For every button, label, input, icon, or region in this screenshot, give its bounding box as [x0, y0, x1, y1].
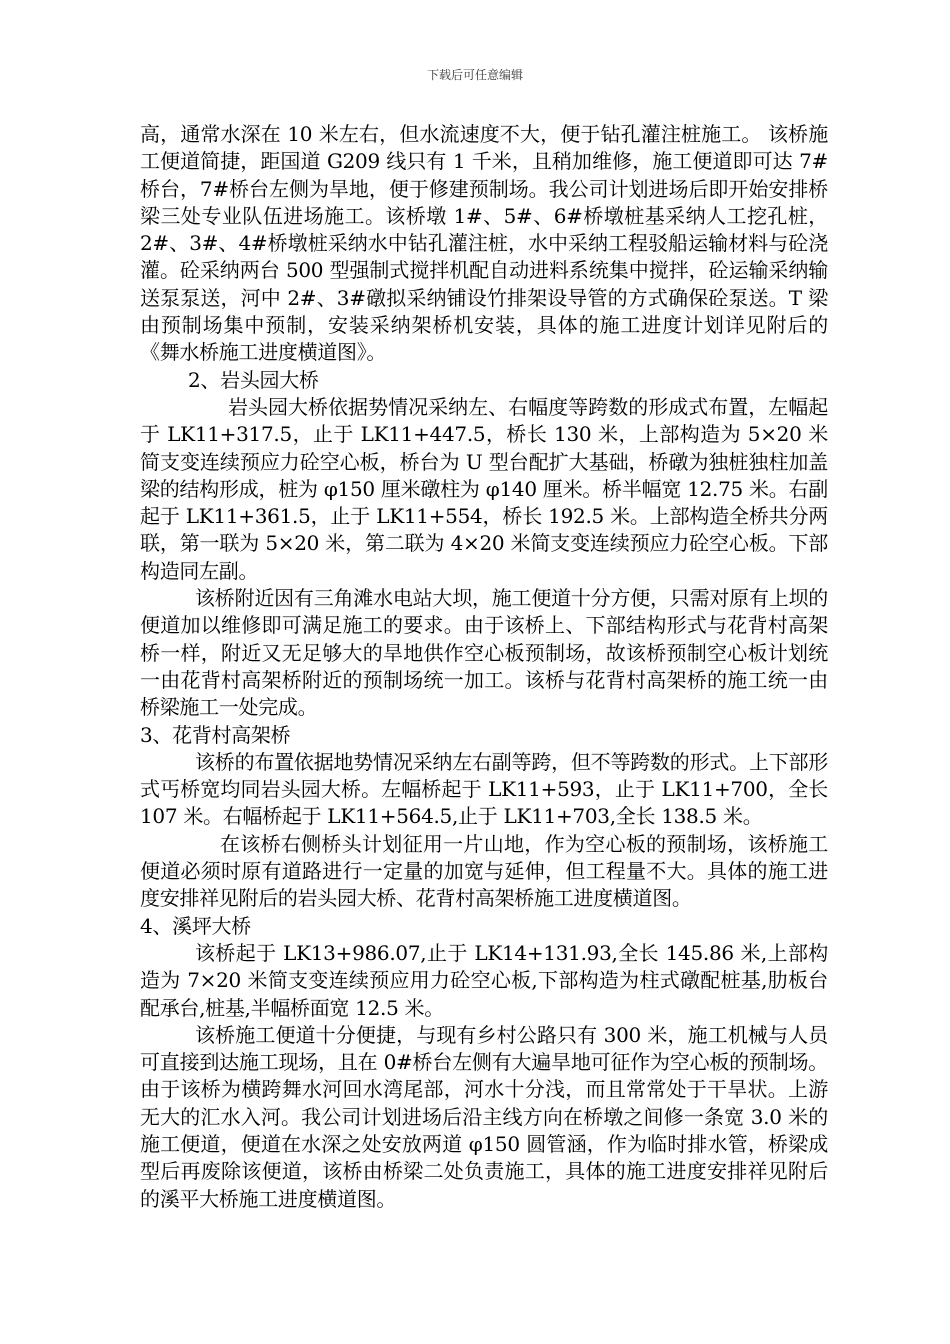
heading-yantouyuan-bridge: 2、岩头园大桥 — [188, 367, 319, 392]
paragraph-yantouyuan-layout: 岩头园大桥依据势情况采纳左、右幅度等跨数的形成式布置，左幅起于 LK11+317.5，止于 LK11+447.5，桥长 130 米，上部构造为 5×20 米简支变连续预应力砼空心板，桥台为 U 型台配扩大基础，桥礅为独桩独柱加盖梁的结构形成，桩为 φ150 厘米礅柱为 φ140 厘米。桥半幅宽 12.75 米。右副起于 LK11+361.5，止于 LK11+554，桥长 192.5 米。上部构造全桥共分两联，第一联为 5×20 米，第二联为 4×20 米简支变连续预应力砼空心板。下部构造同左副。 — [140, 394, 828, 583]
document-body — [140, 121, 828, 1213]
paragraph-xiping-structure: 该桥起于 LK13+986.07,止于 LK14+131.93,全长 145.86 米,上部构造为 7×20 米简支变连续预应用力砼空心板,下部构造为柱式礅配桩基,肋板台配承台,桩基,半幅桥面宽 12.5 米。 — [140, 940, 828, 1020]
paragraph-huabeicun-layout: 该桥的布置依据地势情况采纳左右副等跨，但不等跨数的形式。上下部形式丐桥宽均同岩头园大桥。左幅桥起于 LK11+593，止于 LK11+700，全长 107 米。右幅桥起于 LK11+564.5,止于 LK11+703,全长 138.5 米。 — [140, 749, 828, 829]
heading-huabeicun-viaduct: 3、花背村高架桥 — [140, 722, 291, 747]
paragraph-yantouyuan-construction: 该桥附近因有三角滩水电站大坝，施工便道十分方便，只需对原有上坝的便道加以维修即可满足施工的要求。由于该桥上、下部结构形式与花背村高架桥一样，附近又无足够大的旱地供作空心板预制场，故该桥预制空心板计划统一由花背村高架桥附近的预制场统一加工。该桥与花背村高架桥的施工统一由桥梁施工一处完成。 — [140, 586, 828, 720]
page-header: 下载后可任意编辑 — [426, 68, 523, 82]
paragraph-wushui-bridge: 高，通常水深在 10 米左右，但水流速度不大，便于钻孔灌注桩施工。 该桥施工便道简捷，距国道 G209 线只有 1 千米，且稍加维修，施工便道即可达 7#桥台，7#桥台左侧为旱地，便于修建预制场。我公司计划进场后即开始安排桥梁三处专业队伍进场施工。该桥墩 1#、5#、6#桥墩桩基采纳人工挖孔桩，2#、3#、4#桥墩桩采纳水中钻孔灌注桩，水中采纳工程驳船运输材料与砼浇灌。砼采纳两台 500 型强制式搅拌机配自动进料系统集中搅拌，砼运输采纳输送泵泵送，河中 2#、3#礅拟采纳铺设竹排架设导管的方式确保砼泵送。T 梁由预制场集中预制，安装采纳架桥机安装，具体的施工进度计划详见附后的《舞水桥施工进度横道图》。 — [140, 122, 828, 365]
paragraph-huabeicun-construction: 在该桥右侧桥头计划征用一片山地，作为空心板的预制场，该桥施工便道必须时原有道路进行一定量的加宽与延伸，但工程量不大。具体的施工进度安排祥见附后的岩头园大桥、花背村高架桥施工进度横道图。 — [140, 831, 828, 911]
paragraph-xiping-construction: 该桥施工便道十分便捷，与现有乡村公路只有 300 米，施工机械与人员可直接到达施工现场，且在 0#桥台左侧有大遍旱地可征作为空心板的预制场。由于该桥为横跨舞水河回水湾尾部，河水十分浅，而且常常处于干旱状。上游无大的汇水入河。我公司计划进场后沿主线方向在桥墩之间修一条宽 3.0 米的施工便道，便道在水深之处安放两道 φ150 圆管涵，作为临时排水管，桥梁成型后再废除该便道，该桥由桥梁二处负责施工，具体的施工进度安排祥见附后的溪平大桥施工进度横道图。 — [140, 1022, 828, 1211]
heading-xiping-bridge: 4、溪坪大桥 — [140, 913, 251, 938]
